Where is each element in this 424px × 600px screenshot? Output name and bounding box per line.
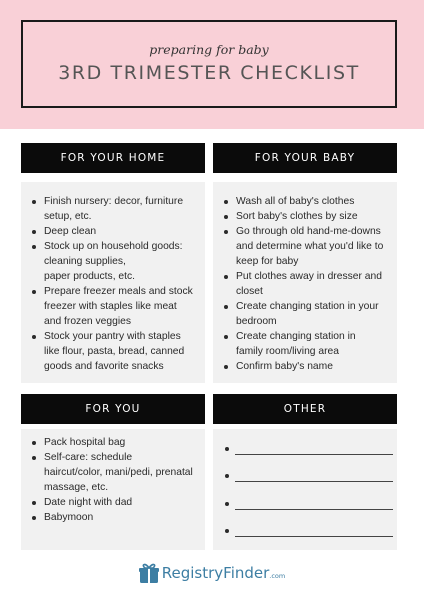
checklist-baby	[213, 182, 397, 374]
section-header-home: FOR YOUR HOME	[21, 143, 205, 173]
section-panel-baby	[213, 182, 397, 383]
list-item: Stock up on household goods: cleaning supplies, paper products, etc.	[32, 239, 193, 284]
page-title: 3RD TRIMESTER CHECKLIST	[58, 62, 360, 84]
list-item: Put clothes away in dresser and closet	[224, 269, 385, 299]
list-item: Sort baby's clothes by size	[224, 209, 385, 224]
section-header-you: FOR YOU	[21, 394, 205, 424]
list-item: Prepare freezer meals and stock freezer with staples like meat and frozen veggies	[32, 284, 193, 329]
list-item: Stock your pantry with staples like flour, pasta, bread, canned goods and favorite snacks	[32, 329, 193, 374]
header-banner	[0, 0, 424, 129]
list-item: Self-care: schedule haircut/color, mani/pedi, prenatal massage, etc.	[32, 450, 193, 495]
list-item: Deep clean	[32, 224, 193, 239]
blank-line	[225, 527, 393, 537]
registryfinder-logo	[0, 560, 424, 586]
list-item: Create changing station in your bedroom	[224, 299, 385, 329]
bullet-icon	[225, 502, 229, 506]
section-panel-you	[21, 429, 205, 550]
bullet-icon	[225, 529, 229, 533]
list-item: Wash all of baby's clothes	[224, 194, 385, 209]
bullet-icon	[225, 447, 229, 451]
blank-line	[225, 445, 393, 455]
section-header-baby: FOR YOUR BABY	[213, 143, 397, 173]
list-item: Babymoon	[32, 510, 193, 525]
list-item: Finish nursery: decor, furniture setup, etc.	[32, 194, 193, 224]
blank-line	[225, 500, 393, 510]
list-item: Create changing station in family room/living area	[224, 329, 385, 359]
checklist-you	[21, 429, 205, 525]
list-item: Date night with dad	[32, 495, 193, 510]
gift-icon	[139, 562, 159, 584]
blank-line	[225, 472, 393, 482]
subtitle: preparing for baby	[149, 42, 269, 57]
list-item: Go through old hand-me-downs and determine what you'd like to keep for baby	[224, 224, 385, 269]
list-item: Confirm baby's name	[224, 359, 385, 374]
section-panel-other	[213, 429, 397, 550]
section-panel-home	[21, 182, 205, 383]
checklist-home	[21, 182, 205, 374]
list-item: Pack hospital bag	[32, 435, 193, 450]
section-header-other: OTHER	[213, 394, 397, 424]
title-box	[21, 20, 397, 108]
logo-text: RegistryFinder.com	[161, 564, 286, 582]
bullet-icon	[225, 474, 229, 478]
